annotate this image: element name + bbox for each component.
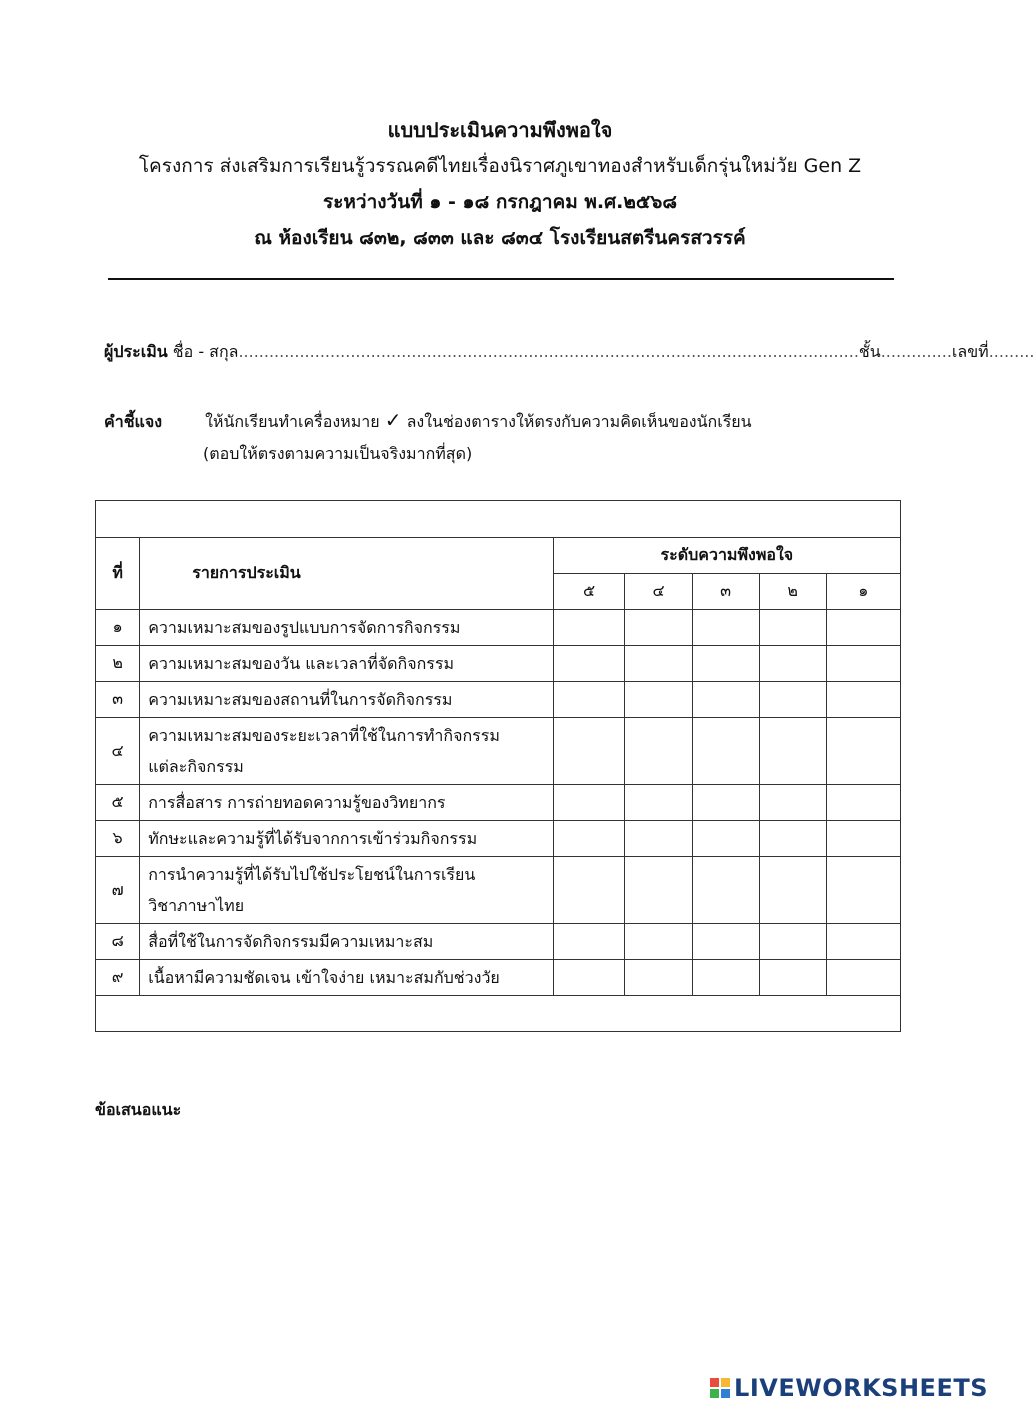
row-number: ๘ [96,924,140,960]
row-number: ๑ [96,610,140,646]
row-number: ๓ [96,682,140,718]
name-field[interactable]: .......................................................................................................................... [238,342,859,361]
activity-period: ระหว่างวันที่ ๑ - ๑๘ กรกฎาคม พ.ศ.๒๕๖๘ [323,191,677,213]
table-row [96,646,901,682]
table-row [96,924,901,960]
suggestion-label: ข้อเสนอแนะ [95,1100,182,1119]
table-header-row [96,538,901,574]
table-row [96,682,901,718]
level-3-header: ๓ [692,574,759,610]
col-no-header: ที่ [96,538,140,610]
table-row [96,857,901,924]
rating-cell-1[interactable] [826,610,900,646]
assessor-label: ผู้ประเมิน [104,342,168,361]
level-2-header: ๒ [759,574,826,610]
table-bottom-blank-row [96,996,901,1032]
rating-cell-3[interactable] [692,610,759,646]
row-item-text: ความเหมาะสมของวัน และเวลาที่จัดกิจกรรม [140,646,553,682]
level-4-header: ๔ [625,574,692,610]
rating-cell-3[interactable] [692,960,759,996]
rating-cell-4[interactable] [625,857,692,924]
rating-cell-5[interactable] [553,924,625,960]
rating-cell-4[interactable] [625,682,692,718]
logo-square [710,1389,719,1398]
activity-venue: ณ ห้องเรียน ๘๓๒, ๘๓๓ และ ๘๓๔ โรงเรียนสตรีนครสวรรค์ [254,227,746,249]
rating-cell-2[interactable] [759,610,826,646]
class-field[interactable]: .............. [880,342,952,361]
rating-cell-3[interactable] [692,785,759,821]
row-number: ๙ [96,960,140,996]
rating-cell-1[interactable] [826,718,900,785]
rating-cell-1[interactable] [826,924,900,960]
row-item-line-2: วิชาภาษาไทย [148,896,245,915]
form-title: แบบประเมินความพึงพอใจ [387,118,613,142]
instructions-label: คำชี้แจง [104,412,163,431]
rating-cell-1[interactable] [826,682,900,718]
rating-cell-5[interactable] [553,610,625,646]
header-divider [108,278,894,280]
document-header [0,112,1000,256]
rating-cell-4[interactable] [625,924,692,960]
rating-cell-2[interactable] [759,821,826,857]
row-item-text: เนื้อหามีความชัดเจน เข้าใจง่าย เหมาะสมกับช่วงวัย [140,960,553,996]
row-item-text: สื่อที่ใช้ในการจัดกิจกรรมมีความเหมาะสม [140,924,553,960]
rating-cell-1[interactable] [826,821,900,857]
rating-cell-5[interactable] [553,718,625,785]
rating-cell-3[interactable] [692,646,759,682]
rating-cell-1[interactable] [826,857,900,924]
rating-cell-4[interactable] [625,785,692,821]
logo-square [721,1378,730,1387]
project-name: โครงการ ส่งเสริมการเรียนรู้วรรณคดีไทยเรื่องนิราศภูเขาทองสำหรับเด็กรุ่นใหม่วัย Gen Z [138,155,862,177]
rating-cell-1[interactable] [826,785,900,821]
rating-cell-2[interactable] [759,960,826,996]
instructions-note: (ตอบให้ตรงตามความเป็นจริงมากที่สุด) [203,444,473,463]
rating-cell-3[interactable] [692,924,759,960]
rating-cell-2[interactable] [759,646,826,682]
rating-cell-2[interactable] [759,718,826,785]
rating-cell-2[interactable] [759,682,826,718]
row-item-line-2: แต่ละกิจกรรม [148,757,244,776]
instructions-text-2: ลงในช่องตารางให้ตรงกับความคิดเห็นของนักเรียน [406,412,752,431]
logo-square [721,1389,730,1398]
logo-square [710,1378,719,1387]
col-item-header: รายการประเมิน [140,538,553,610]
checkmark-icon: ✓ [384,408,402,432]
table-top-blank-row [96,501,901,538]
table-row [96,610,901,646]
rating-cell-2[interactable] [759,857,826,924]
liveworksheets-logo [710,1374,988,1402]
rating-cell-5[interactable] [553,857,625,924]
rating-cell-3[interactable] [692,821,759,857]
rating-cell-5[interactable] [553,785,625,821]
rating-cell-4[interactable] [625,960,692,996]
row-number: ๔ [96,718,140,785]
row-number: ๗ [96,857,140,924]
rating-cell-3[interactable] [692,718,759,785]
instructions-text-1: ให้นักเรียนทำเครื่องหมาย [205,412,380,431]
rating-cell-5[interactable] [553,646,625,682]
rating-cell-4[interactable] [625,610,692,646]
logo-text: LIVEWORKSHEETS [734,1374,988,1402]
class-label: ชั้น [858,342,881,361]
col-level-header: ระดับความพึงพอใจ [553,538,900,574]
logo-grid-icon [710,1378,730,1398]
table-row [96,960,901,996]
level-5-header: ๕ [553,574,625,610]
assessor-info-line [104,340,1034,365]
rating-cell-4[interactable] [625,821,692,857]
rating-cell-1[interactable] [826,646,900,682]
table-row [96,718,901,785]
table-row [96,785,901,821]
rating-cell-3[interactable] [692,857,759,924]
instructions [104,404,752,470]
rating-cell-2[interactable] [759,924,826,960]
number-label: เลขที่ [951,342,989,361]
row-item-text: ทักษะและความรู้ที่ได้รับจากการเข้าร่วมกิจกรรม [140,821,553,857]
row-item-text [140,718,553,785]
row-number: ๒ [96,646,140,682]
name-label: ชื่อ - สกุล [172,342,239,361]
rating-cell-5[interactable] [553,682,625,718]
row-item-text: ความเหมาะสมของสถานที่ในการจัดกิจกรรม [140,682,553,718]
rating-cell-2[interactable] [759,785,826,821]
rating-cell-5[interactable] [553,821,625,857]
row-number: ๕ [96,785,140,821]
row-item-line-1: ความเหมาะสมของระยะเวลาที่ใช้ในการทำกิจกรรม [148,726,500,745]
row-item-line-1: การนำความรู้ที่ได้รับไปใช้ประโยชน์ในการเรียน [148,865,476,884]
row-item-text: การสื่อสาร การถ่ายทอดความรู้ของวิทยากร [140,785,553,821]
table-row [96,821,901,857]
number-field[interactable]: ......... [988,342,1034,361]
row-item-text [140,857,553,924]
evaluation-table [95,500,901,1032]
rating-cell-3[interactable] [692,682,759,718]
rating-cell-1[interactable] [826,960,900,996]
row-item-text: ความเหมาะสมของรูปแบบการจัดการกิจกรรม [140,610,553,646]
level-1-header: ๑ [826,574,900,610]
rating-cell-5[interactable] [553,960,625,996]
row-number: ๖ [96,821,140,857]
rating-cell-4[interactable] [625,718,692,785]
rating-cell-4[interactable] [625,646,692,682]
